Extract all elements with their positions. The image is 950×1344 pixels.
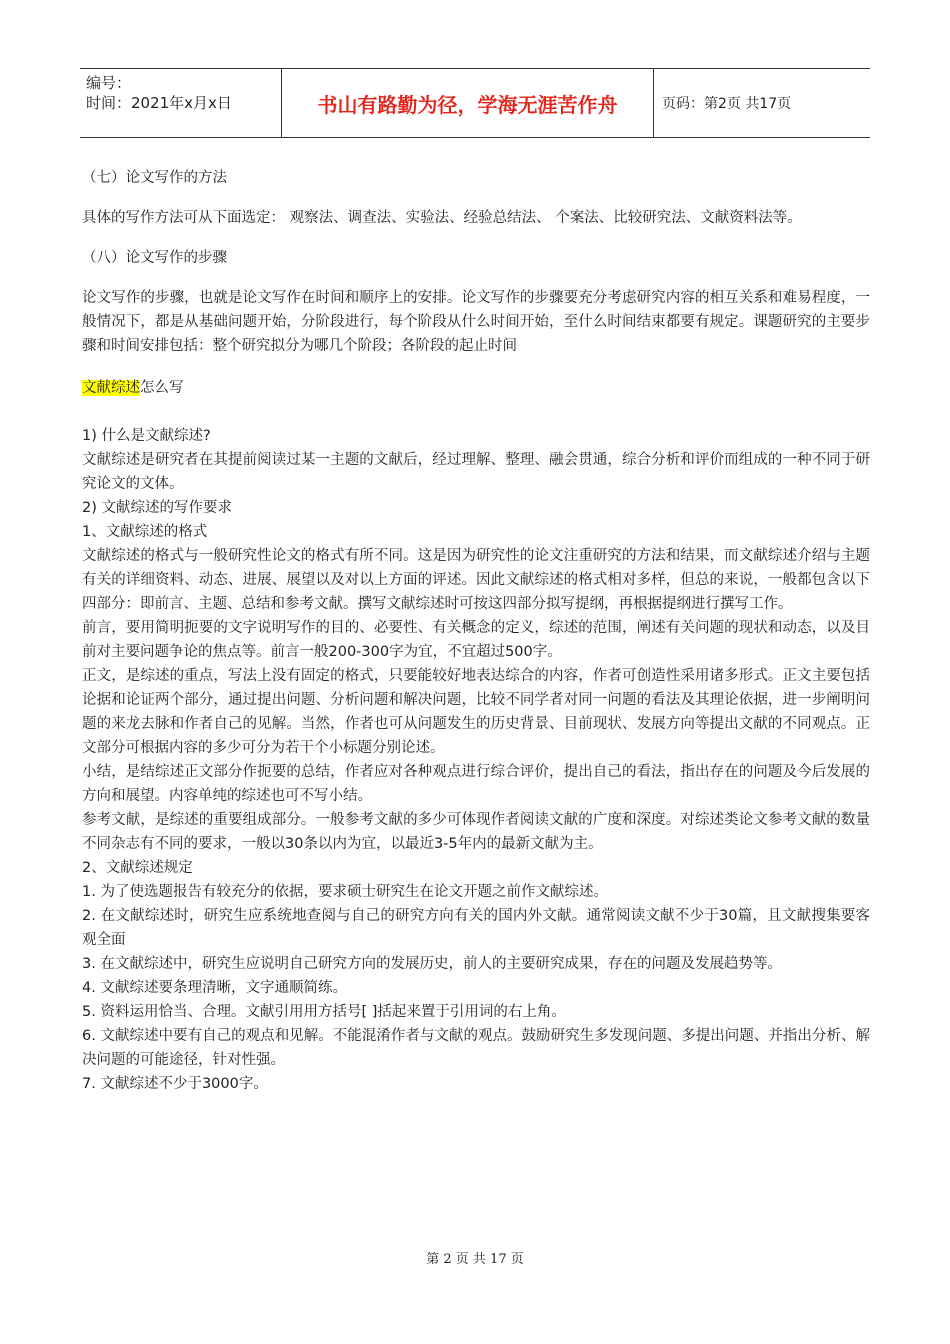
review-heading <box>82 376 870 400</box>
time-label: 时间：2021年x月x日 <box>86 94 232 112</box>
section-8-body: 论文写作的步骤，也就是论文写作在时间和顺序上的安排。论文写作的步骤要充分考虑研究内容的相互关系和难易程度，一般情况下，都是从基础问题开始，分阶段进行，每个阶段从什么时间开始，至什么时间结束都要有规定。课题研究的主要步骤和时间安排包括：整个研究拟分为哪几个阶段；各阶段的起止时间 <box>82 290 870 354</box>
document-body <box>82 166 870 1096</box>
intro-paragraph: 前言，要用简明扼要的文字说明写作的目的、必要性、有关概念的定义，综述的范围，阐述有关问题的现状和动态，以及目前对主要问题争论的焦点等。前言一般200-300字为宜，不宜超过500字。 <box>82 620 870 660</box>
header-page-info: 页码：第2页 共17页 <box>662 96 792 112</box>
number-label: 编号： <box>86 74 132 92</box>
question-1: 1) 什么是文献综述? <box>82 428 211 444</box>
review-heading-rest: 怎么写 <box>140 380 184 396</box>
question-1-body: 文献综述是研究者在其提前阅读过某一主题的文献后，经过理解、整理、融会贯通，综合分析和评价而组成的一种不同于研究论文的文体。 <box>82 452 870 492</box>
section-7-title: （七）论文写作的方法 <box>82 170 227 186</box>
rule-item: 5. 资料运用恰当、合理。文献引用用方括号[ ]括起来置于引用词的右上角。 <box>82 1004 566 1020</box>
section-8-title: （八）论文写作的步骤 <box>82 250 227 266</box>
question-2: 2) 文献综述的写作要求 <box>82 500 232 516</box>
rule-item: 2. 在文献综述时，研究生应系统地查阅与自己的研究方向有关的国内外文献。通常阅读文献不少于30篇，且文献搜集要客观全面 <box>82 908 870 948</box>
summary-paragraph: 小结，是结综述正文部分作扼要的总结，作者应对各种观点进行综合评价，提出自己的看法，指出存在的问题及今后发展的方向和展望。内容单纯的综述也可不写小结。 <box>82 764 870 804</box>
rule-item: 1. 为了使选题报告有较充分的依据，要求硕士研究生在论文开题之前作文献综述。 <box>82 884 608 900</box>
page-header <box>80 68 870 138</box>
rule-item: 4. 文献综述要条理清晰，文字通顺简练。 <box>82 980 347 996</box>
rules-title: 2、文献综述规定 <box>82 860 193 876</box>
references-paragraph: 参考文献，是综述的重要组成部分。一般参考文献的多少可体现作者阅读文献的广度和深度。对综述类论文参考文献的数量不同杂志有不同的要求，一般以30条以内为宜，以最近3-5年内的最新文献为主。 <box>82 812 870 852</box>
format-body: 文献综述的格式与一般研究性论文的格式有所不同。这是因为研究性的论文注重研究的方法和结果，而文献综述介绍与主题有关的详细资料、动态、进展、展望以及对以上方面的评述。因此文献综述的格式相对多样，但总的来说，一般都包含以下四部分：即前言、主题、总结和参考文献。撰写文献综述时可按这四部分拟写提纲，再根据提纲进行撰写工作。 <box>82 548 870 612</box>
rule-item: 3. 在文献综述中，研究生应说明自己研究方向的发展历史，前人的主要研究成果，存在的问题及发展趋势等。 <box>82 956 782 972</box>
rule-item: 7. 文献综述不少于3000字。 <box>82 1076 268 1092</box>
rule-item: 6. 文献综述中要有自己的观点和见解。不能混淆作者与文献的观点。鼓励研究生多发现问题、多提出问题、并指出分析、解决问题的可能途径，针对性强。 <box>82 1028 870 1068</box>
section-7-body: 具体的写作方法可从下面选定： 观察法、调查法、实验法、经验总结法、 个案法、比较研究法、文献资料法等。 <box>82 210 802 226</box>
header-meta <box>80 69 282 137</box>
page-footer: 第 2 页 共 17 页 <box>426 1252 524 1267</box>
review-heading-highlight: 文献综述 <box>82 380 140 396</box>
format-title: 1、文献综述的格式 <box>82 524 208 540</box>
main-paragraph: 正文，是综述的重点，写法上没有固定的格式，只要能较好地表达综合的内容，作者可创造性采用诸多形式。正文主要包括论据和论证两个部分，通过提出问题、分析问题和解决问题，比较不同学者对同一问题的看法及其理论依据，进一步阐明问题的来龙去脉和作者自己的见解。当然，作者也可从问题发生的历史背景、目前现状、发展方向等提出文献的不同观点。正文部分可根据内容的多少可分为若干个小标题分别论述。 <box>82 668 870 756</box>
header-motto: 书山有路勤为径，学海无涯苦作舟 <box>282 69 654 137</box>
